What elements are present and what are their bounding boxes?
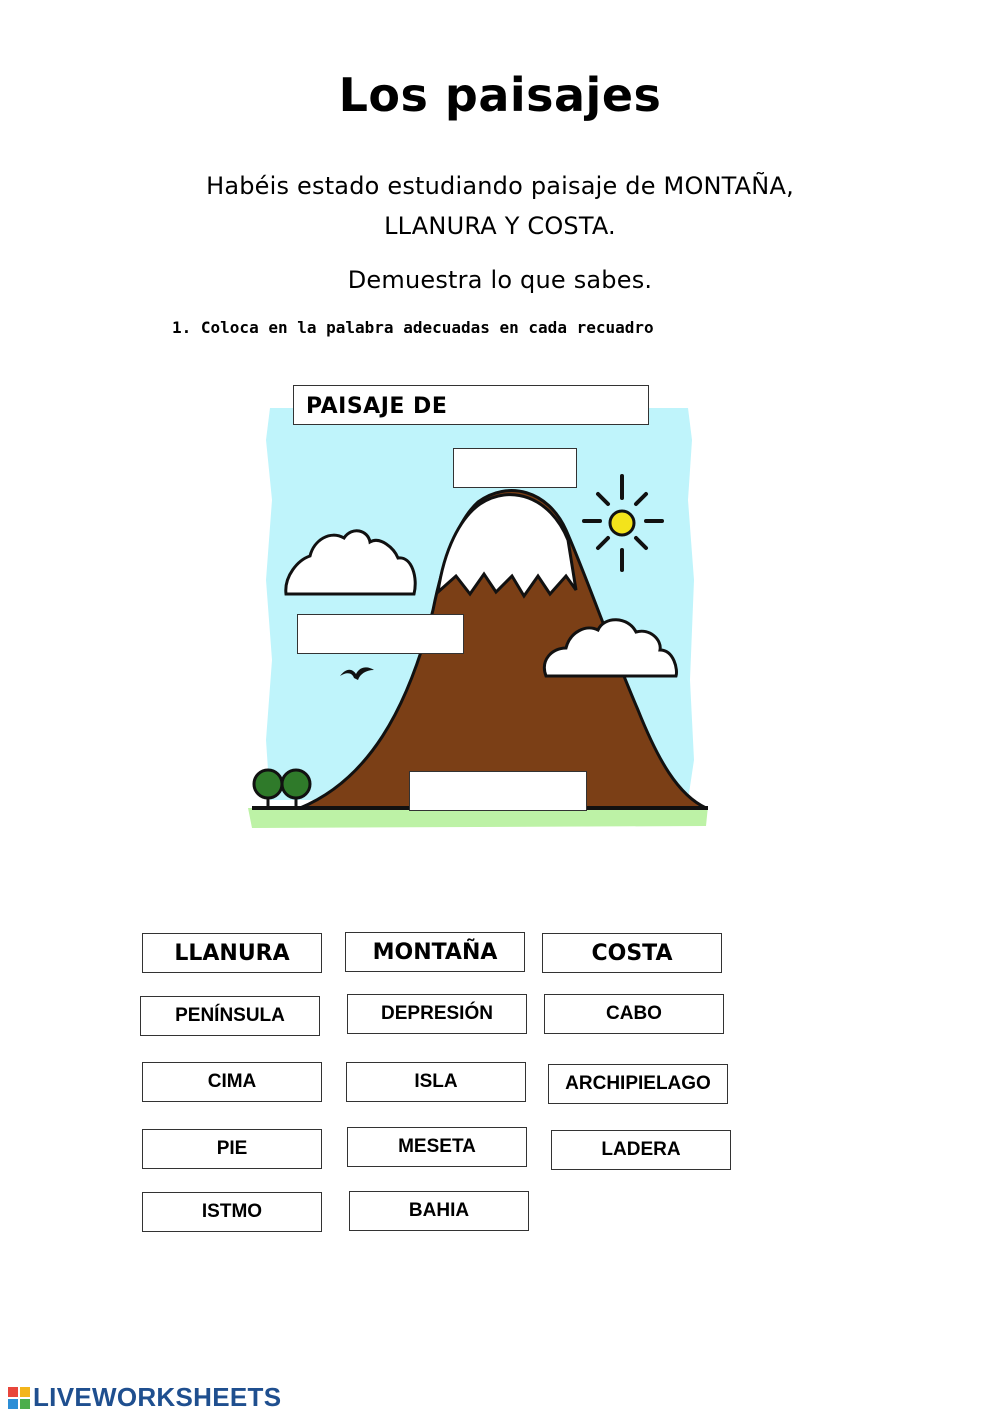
intro-line-1: Habéis estado estudiando paisaje de MONTAÑA, (206, 172, 794, 200)
word-card[interactable]: CABO (544, 994, 724, 1034)
answer-box-foot[interactable] (409, 771, 587, 811)
word-card[interactable]: MESETA (347, 1127, 527, 1167)
word-card[interactable]: LADERA (551, 1130, 731, 1170)
footer-brand: LIVEWORKSHEETS (33, 1382, 282, 1412)
word-card[interactable]: COSTA (542, 933, 722, 973)
word-card[interactable]: PENÍNSULA (140, 996, 320, 1036)
word-card[interactable]: ISTMO (142, 1192, 322, 1232)
word-card[interactable]: DEPRESIÓN (347, 994, 527, 1034)
answer-box-summit[interactable] (453, 448, 577, 488)
word-card[interactable]: MONTAÑA (345, 932, 525, 972)
landscape-type-label: PAISAJE DE (293, 385, 649, 425)
liveworksheets-logo-icon (8, 1387, 30, 1409)
intro-line-2: LLANURA Y COSTA. (384, 212, 616, 240)
word-card[interactable]: ARCHIPIELAGO (548, 1064, 728, 1104)
word-card[interactable]: BAHIA (349, 1191, 529, 1231)
intro-line-3: Demuestra lo que sabes. (347, 266, 653, 294)
word-card[interactable]: ISLA (346, 1062, 526, 1102)
page-title: Los paisajes (338, 68, 662, 122)
word-card[interactable]: LLANURA (142, 933, 322, 973)
instruction-text: 1. Coloca en la palabra adecuadas en cada recuadro (172, 318, 654, 337)
word-card[interactable]: CIMA (142, 1062, 322, 1102)
footer-logo (8, 1382, 281, 1413)
answer-box-slope[interactable] (297, 614, 464, 654)
word-card[interactable]: PIE (142, 1129, 322, 1169)
